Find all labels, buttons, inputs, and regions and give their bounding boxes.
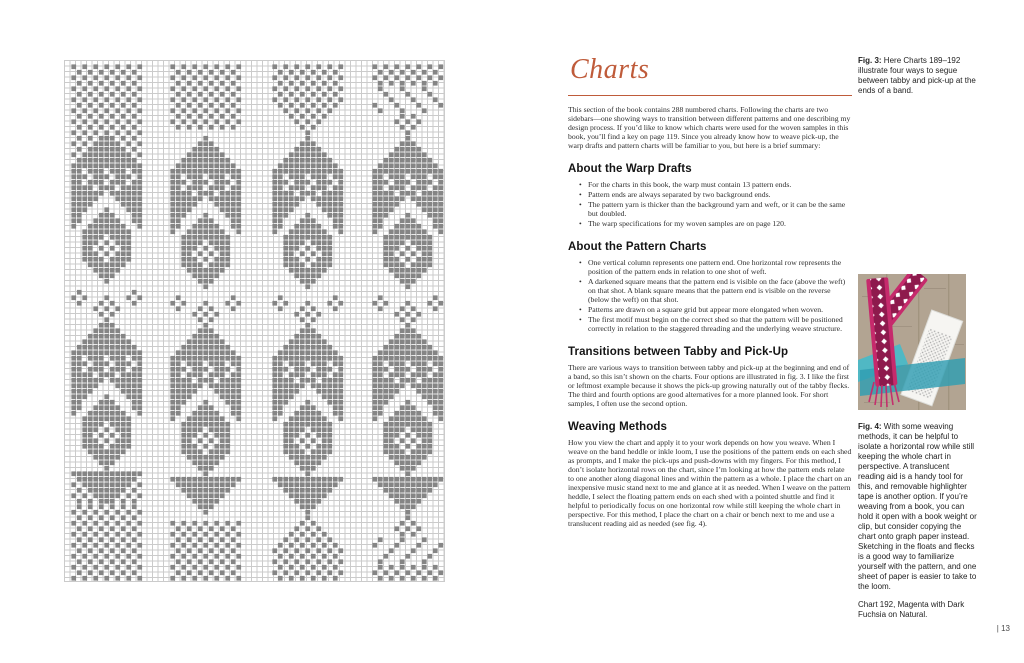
section-heading-weaving-methods: Weaving Methods <box>568 421 668 433</box>
figure-caption-column <box>858 56 978 105</box>
intro-paragraph: This section of the book contains 288 numbered charts. Following the charts are two sidebars—one showing ways to transition between different patterns and one describing my design process. If you’d like to know which charts were used for the woven samples in this book, you’ll find a key on page 119. Since you already know how to weave pick-up, the warp drafts and pattern charts will be familiar to you, but here is a brief summary: <box>568 105 851 150</box>
section-heading-transitions: Transitions between Tabby and Pick-Up <box>568 346 789 358</box>
bullet-item: • Pattern ends are always separated by two background ends. <box>588 190 852 199</box>
bullet-item: • One vertical column represents one pattern end. One horizontal row represents the position of the pattern ends in relation to one shot of weft. <box>588 258 852 276</box>
page-title: Charts <box>568 56 852 96</box>
figure3-label: Fig. 3: <box>858 56 882 65</box>
weaving-methods-paragraph: How you view the chart and apply it to your work depends on how you weave. When I weave on the band heddle or inkle loom, I use the positions of the pattern ends on each shed as prompts, and I make the pick-ups and push-downs with my fingers. For this method, I don’t isolate horizontal rows on the chart, since I’m looking at how the pattern ends relate to one another along diagonal lines and within the pattern as a whole. I place the chart on an inexpensive music stand next to me and glance at it as needed. When I weave on the pattern heddle, I select the floating pattern ends on each shed with a pointed shuttle and find it helpful to periodically focus on one horizontal row while still keeping the whole chart in perspective. For this method, I place the chart on a chair or bench next to me and use a translucent reading aid as needed (see fig. 4). <box>568 438 852 528</box>
figure4-label: Fig. 4: <box>858 422 882 431</box>
section-heading-pattern-charts: About the Pattern Charts <box>568 241 707 253</box>
bullet-item: • A darkened square means that the pattern end is visible on the face (above the weft) on that shot. A blank square means that the pattern end is visible on the reverse (below the weft) on that shot. <box>588 277 852 304</box>
transitions-paragraph: There are various ways to transition between tabby and pick-up at the beginning and end of a band, so this isn’t shown on the charts. Four options are illustrated in fig. 3. I like the first or leftmost example because it shows the pick-up growing naturally out of the tabby flecks. The third and fourth options are good alternatives for a more planned look. For short samples, I often use the second option. <box>568 363 850 408</box>
page-number: | 13 <box>996 624 1010 633</box>
weaving-chart-grid <box>64 60 445 582</box>
figure3-caption: Fig. 3: Here Charts 189–192 illustrate four ways to segue between tabby and pick-up at the ends of a band. <box>858 56 976 95</box>
weaving-chart-191 <box>272 64 344 581</box>
figure4-caption: Fig. 4: With some weaving methods, it can be helpful to isolate a horizontal row while still keeping the whole chart in perspective. A translucent reading aid is a handy tool for this, and removable highlighter tape is another option. If you’re weaving from a book, you can hold it open with a book weight or clip, but consider copying the chart onto graph paper instead. Sketching in the floats and flecks is a good way to familiarize yourself with the pattern, and one sheet of paper is easier to take to the loom. <box>858 422 977 591</box>
bullet-list-pattern-charts <box>568 258 852 333</box>
figure-photo <box>858 274 966 410</box>
weaving-chart-190 <box>170 64 242 581</box>
bullet-item: • The first motif must begin on the correct shed so that the pattern will be positioned correctly in relation to the staggered threading and the underlying weave structure. <box>588 315 852 333</box>
chart-credit: Chart 192, Magenta with Dark Fuchsia on Natural. <box>858 600 965 619</box>
bullet-item: • The pattern yarn is thicker than the background yarn and weft, or it can be the same but doubled. <box>588 200 852 218</box>
weaving-chart-192 <box>372 64 444 581</box>
figure4-caption-block <box>858 422 978 628</box>
article-column <box>568 56 852 534</box>
weaving-chart-189 <box>71 64 143 581</box>
section-heading-warp-drafts: About the Warp Drafts <box>568 163 692 175</box>
bullet-list-warp-drafts <box>568 180 852 228</box>
bullet-item: • For the charts in this book, the warp must contain 13 pattern ends. <box>588 180 852 189</box>
bullet-item: • The warp specifications for my woven samples are on page 120. <box>588 219 852 228</box>
bullet-item: • Patterns are drawn on a square grid but appear more elongated when woven. <box>588 305 852 314</box>
